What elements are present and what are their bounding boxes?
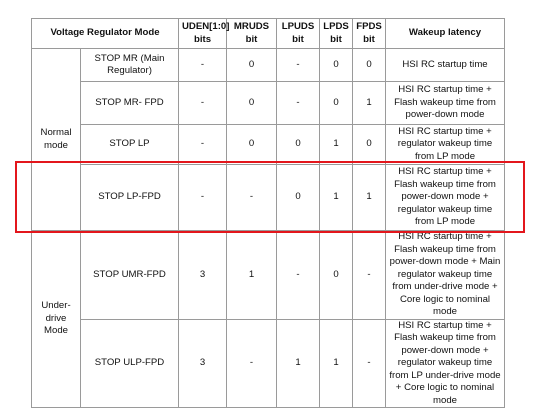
cell-wakeup: HSI RC startup time + regulator wakeup time from LP mode	[386, 125, 505, 165]
cell-lpds: 1	[320, 165, 353, 231]
row-mode-name: STOP MR (Main Regulator)	[81, 49, 179, 82]
row-mode-name: STOP UMR-FPD	[81, 231, 179, 320]
cell-fpds: 0	[353, 49, 386, 82]
header-fpds: FPDS bit	[353, 19, 386, 49]
cell-mruds: 0	[227, 82, 277, 125]
row-mode-name: STOP MR- FPD	[81, 82, 179, 125]
cell-lpds: 0	[320, 82, 353, 125]
header-mode: Voltage Regulator Mode	[32, 19, 179, 49]
cell-uden: -	[179, 49, 227, 82]
cell-lpuds: -	[277, 49, 320, 82]
cell-mruds: 0	[227, 125, 277, 165]
table-row	[32, 319, 505, 408]
cell-mruds: -	[227, 319, 277, 408]
group-normal-mode: Normal mode	[32, 49, 81, 231]
cell-lpds: 1	[320, 125, 353, 165]
cell-uden: 3	[179, 319, 227, 408]
header-uden: UDEN[1:0] bits	[179, 19, 227, 49]
cell-wakeup: HSI RC startup time + Flash wakeup time from power-down mode + regulator wakeup time from LP mode	[386, 165, 505, 231]
header-mruds: MRUDS bit	[227, 19, 277, 49]
cell-mruds: 1	[227, 231, 277, 320]
cell-wakeup: HSI RC startup time	[386, 49, 505, 82]
cell-uden: -	[179, 165, 227, 231]
row-mode-name: STOP LP-FPD	[81, 165, 179, 231]
cell-lpuds: -	[277, 82, 320, 125]
cell-wakeup: HSI RC startup time + Flash wakeup time from power-down mode + Main regulator wakeup time from under-drive mode + Core logic to nominal mode	[386, 231, 505, 320]
cell-lpds: 0	[320, 231, 353, 320]
header-lpds: LPDS bit	[320, 19, 353, 49]
table-row-highlighted	[32, 165, 505, 231]
cell-wakeup: HSI RC startup time + Flash wakeup time from power-down mode	[386, 82, 505, 125]
cell-mruds: 0	[227, 49, 277, 82]
header-wakeup: Wakeup latency	[386, 19, 505, 49]
cell-uden: -	[179, 125, 227, 165]
cell-lpuds: 0	[277, 125, 320, 165]
cell-fpds: -	[353, 231, 386, 320]
cell-lpuds: 0	[277, 165, 320, 231]
regulator-mode-table	[31, 18, 505, 408]
table-row	[32, 125, 505, 165]
cell-fpds: 0	[353, 125, 386, 165]
table-row	[32, 82, 505, 125]
cell-lpds: 0	[320, 49, 353, 82]
header-row	[32, 19, 505, 49]
cell-lpuds: 1	[277, 319, 320, 408]
cell-uden: -	[179, 82, 227, 125]
cell-wakeup: HSI RC startup time + Flash wakeup time from power-down mode + regulator wakeup time from LP under-drive mode + Core logic to nominal mode	[386, 319, 505, 408]
cell-uden: 3	[179, 231, 227, 320]
row-mode-name: STOP LP	[81, 125, 179, 165]
table-row	[32, 49, 505, 82]
cell-lpuds: -	[277, 231, 320, 320]
group-underdrive-mode: Under-drive Mode	[32, 231, 81, 408]
cell-fpds: -	[353, 319, 386, 408]
row-mode-name: STOP ULP-FPD	[81, 319, 179, 408]
table-row	[32, 231, 505, 320]
header-lpuds: LPUDS bit	[277, 19, 320, 49]
cell-fpds: 1	[353, 82, 386, 125]
cell-mruds: -	[227, 165, 277, 231]
cell-lpds: 1	[320, 319, 353, 408]
cell-fpds: 1	[353, 165, 386, 231]
